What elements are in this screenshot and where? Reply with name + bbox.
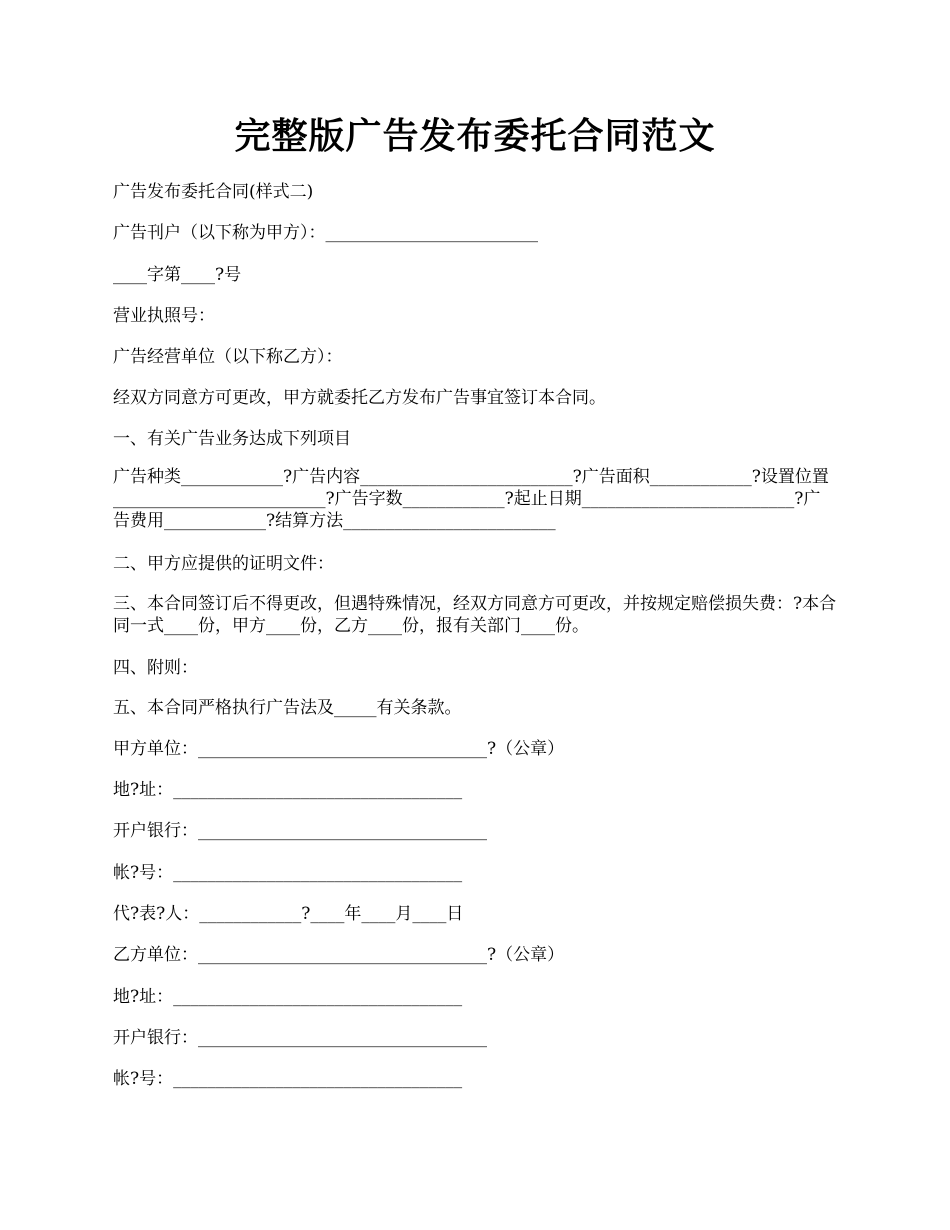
paragraph-a-unit: 甲方单位：__________________________________?（公章） [113,739,565,759]
document-title: 完整版广告发布委托合同范文 [234,115,716,157]
paragraph-a-address: 地?址：__________________________________ [113,780,463,800]
paragraph-section-3: 三、本合同签订后不得更改，但遇特殊情况，经双方同意方可更改，并按规定赔偿损失费：?本合同一式____份，甲方____份，乙方____份，报有关部门____份。 [113,594,837,636]
paragraph-party-b: 广告经营单位（以下称乙方）： [113,347,343,367]
paragraph-items: 广告种类____________?广告内容_________________________?广告面积____________?设置位置_________________________?广告字数____________?起止日期_________________________?广告费用____________?结算方法_________________________ [113,467,829,531]
paragraph-license: 营业执照号： [113,306,215,326]
paragraph-section-4: 四、附则： [113,658,198,678]
paragraph-representative: 代?表?人：____________?____年____月____日 [113,904,464,924]
paragraph-party-a: 广告刊户（以下称为甲方）：_________________________ [113,223,538,243]
paragraph-a-account: 帐?号：__________________________________ [113,863,463,883]
paragraph-subtitle: 广告发布委托合同(样式二) [113,182,314,202]
paragraph-b-unit: 乙方单位：__________________________________?（公章） [113,945,565,965]
paragraph-a-bank: 开户银行：__________________________________ [113,821,487,841]
paragraph-b-account: 帐?号：__________________________________ [113,1069,463,1089]
paragraph-b-bank: 开户银行：__________________________________ [113,1028,487,1048]
paragraph-number: ____字第____?号 [113,265,242,285]
paragraph-section-1: 一、有关广告业务达成下列项目 [113,429,351,449]
paragraph-preamble: 经双方同意方可更改，甲方就委托乙方发布广告事宜签订本合同。 [113,388,606,408]
paragraph-section-2: 二、甲方应提供的证明文件： [113,554,334,574]
paragraph-section-5: 五、本合同严格执行广告法及_____有关条款。 [113,698,462,718]
paragraph-b-address: 地?址：__________________________________ [113,987,463,1007]
